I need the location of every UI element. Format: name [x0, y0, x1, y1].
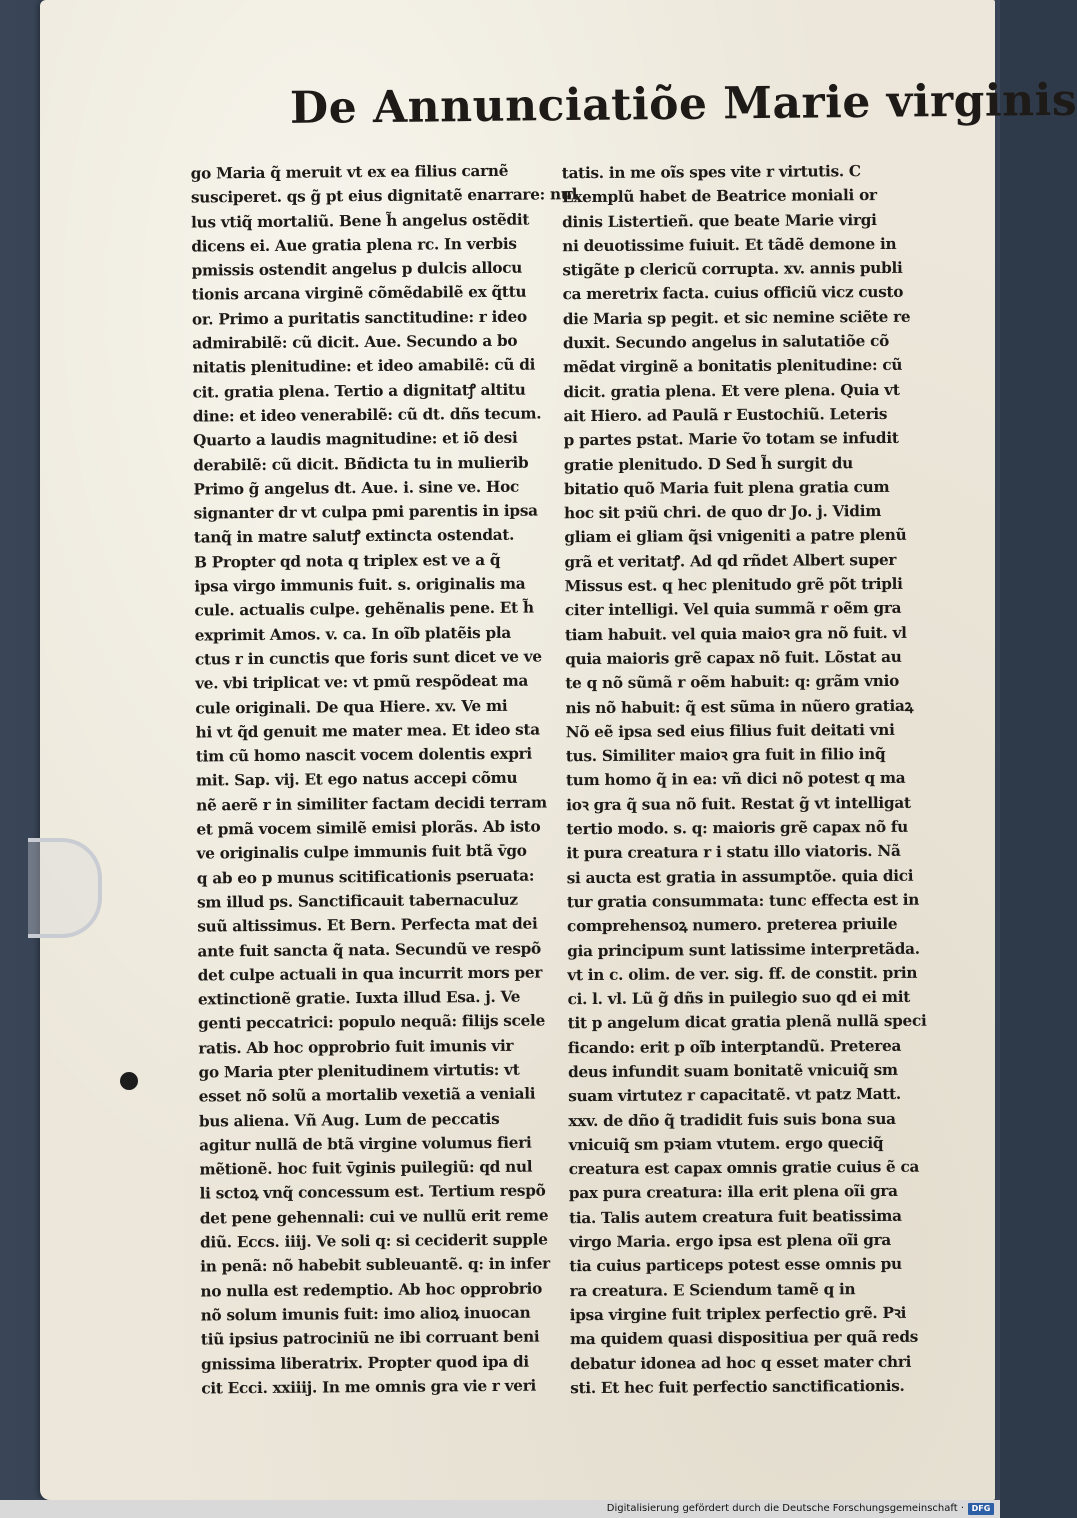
text-line: Primo g̃ angelus dt. Aue. i. sine ve. Hoc: [193, 477, 520, 499]
text-line: it pura creatura r i statu illo viatoris. Nã: [566, 842, 901, 863]
text-line: lus vtiq̃ mortaliũ. Bene h̃ angelus ostẽdit: [191, 210, 530, 232]
text-line: gliam ei gliam q̃si vnigeniti a patre plenũ: [564, 526, 907, 547]
text-line: admirabilẽ: cũ dicit. Aue. Secundo a bo: [192, 331, 518, 353]
text-line: pax pura creatura: illa erit plena oĩi gra: [568, 1182, 898, 1203]
text-line: cit Ecci. xxiiij. In me omnis gra vie r veri: [201, 1376, 537, 1398]
text-line: tatis. in me oĩs spes vite r virtutis. C: [561, 162, 861, 183]
text-line: ait Hiero. ad Paulã r Eustochiũ. Leteris: [563, 404, 888, 426]
text-line: vnicuiq̃ sm pꝛiam vtutem. ergo queciq̃: [568, 1133, 884, 1155]
text-line: ci. l. vl. Lũ g̃ dñs in puilegio suo qd ei mit: [567, 987, 911, 1009]
text-line: ve. vbi triplicat ve: vt pmũ respõdeat ma: [195, 671, 529, 693]
text-line: extinctionẽ gratie. Iuxta illud Esa. j. Ve: [197, 987, 521, 1009]
text-line: sm illud ps. Sanctificauit tabernaculuz: [196, 890, 518, 912]
text-line: nõ solum imunis fuit: imo alioꝝ inuocan: [200, 1303, 531, 1325]
text-line: tim cũ homo nascit vocem dolentis expri: [195, 744, 532, 766]
text-line: hoc sit pꝛiũ chri. de quo dr Jo. j. Vidim: [564, 502, 882, 523]
text-line: grã et veritatꝭ. Ad qd rñdet Albert super: [564, 550, 897, 571]
text-line: dicens ei. Aue gratia plena rc. In verbis: [191, 234, 517, 256]
text-line: creatura est capax omnis gratie cuius ẽ ca: [568, 1157, 920, 1179]
text-line: tanq̃ in matre salutꝭ extincta ostendat.: [193, 526, 515, 547]
text-line: mẽtionẽ. hoc fuit v̄ginis puilegiũ: qd nul: [199, 1157, 533, 1179]
text-line: ni deuotissime fuiuit. Et tãdẽ demone in: [562, 234, 897, 256]
text-line: Nõ eẽ ipsa sed eius filius fuit deitati vni: [565, 720, 895, 742]
footer-bar: [0, 1500, 1000, 1518]
text-line: tiũ ipsius patrociniũ ne ibi corruant beni: [200, 1327, 540, 1349]
text-line: bitatio quõ Maria fuit plena gratia cum: [563, 477, 890, 499]
text-line: comprehensoꝝ numero. preterea priuile: [566, 915, 898, 936]
text-line: exprimit Amos. v. ca. In oĩb platẽis pla: [194, 623, 512, 645]
text-line: tiam habuit. vel quia maioꝛ gra nõ fuit. vl: [564, 623, 907, 644]
text-line: tionis arcana virginẽ cõmẽdabilẽ ex q̃ttu: [191, 283, 527, 305]
text-line: tertio modo. s. q: maioris grẽ capax nõ fu: [566, 817, 909, 839]
text-line: die Maria sp pegit. et sic nemine sciẽte re: [562, 307, 911, 328]
text-line: cule originali. De qua Hiere. xv. Ve mi: [195, 696, 508, 718]
footer-credit: Digitalisierung gefördert durch die Deutsche Forschungsgemeinschaft ·: [606, 1503, 964, 1514]
text-line: tia cuius particeps potest esse omnis pu: [569, 1255, 902, 1276]
text-line: sti. Et hec fuit perfectio sanctificationis.: [570, 1376, 905, 1398]
text-line: stigãte p clericũ corrupta. xv. annis publi: [562, 259, 903, 280]
dfg-logo: DFG: [968, 1503, 994, 1515]
text-line: cule. actualis culpe. gehẽnalis pene. Et h̃: [194, 598, 534, 620]
text-line: det culpe actuali in qua incurrit mors per: [197, 963, 543, 985]
text-line: no nulla est redemptio. Ab hoc opprobrio: [200, 1279, 543, 1301]
text-line: B Propter qd nota q triplex est ve a q̃: [194, 550, 501, 572]
text-line: dine: et ideo venerabilẽ: cũ dt. dñs tecum.: [192, 404, 542, 426]
text-line: suam virtutez r capacitatẽ. vt patz Matt.: [568, 1085, 901, 1106]
text-line: ficando: erit p oĩb interptandũ. Preterea: [567, 1036, 902, 1057]
text-line: suũ altissimus. Et Bern. Perfecta mat dei: [197, 914, 538, 936]
text-line: susciperet. qs g̃ pt eius dignitatẽ enarrare: nul: [190, 185, 578, 207]
text-line: agitur nullã de btã virgine volumus fieri: [199, 1133, 532, 1155]
text-line: ctus r in cunctis que foris sunt dicet ve ve: [194, 647, 542, 669]
text-line: duxit. Secundo angelus in salutatiõe cõ: [562, 332, 890, 353]
text-line: gratie plenitudo. D Sed h̃ surgit du: [563, 453, 853, 474]
text-line: or. Primo a puritatis sanctitudine: r ideo: [191, 307, 527, 329]
binding-hole: [120, 1072, 138, 1090]
text-line: et pmã vocem similẽ emisi plorãs. Ab isto: [196, 817, 541, 839]
text-line: Missus est. q hec plenitudo grẽ põt tripli: [564, 574, 903, 596]
text-line: go Maria pter plenitudinem virtutis: vt: [198, 1060, 520, 1082]
text-line: quia maioris grẽ capax nõ fuit. Lõstat au: [565, 647, 902, 669]
text-line: ca meretrix facta. cuius officiũ vicz custo: [562, 283, 904, 304]
text-line: signanter dr vt culpa pmi parentis in ipsa: [193, 501, 538, 523]
text-line: bus aliena. Vñ Aug. Lum de peccatis: [198, 1109, 500, 1131]
text-line: citer intelligi. Vel quia summã r oẽm gra: [564, 599, 902, 620]
text-line: esset nõ solũ a mortalib vexetiã a veniali: [198, 1084, 536, 1106]
text-line: xxv. de dño q̃ tradidit fuis suis bona sua: [568, 1109, 896, 1130]
text-line: ratis. Ab hoc opprobrio fuit imunis vir: [198, 1036, 514, 1058]
text-line: li sctoꝝ vnq̃ concessum est. Tertium respõ: [199, 1181, 546, 1203]
text-line: nis nõ habuit: q̃ est sũma in nũero gratiaꝝ: [565, 696, 914, 717]
text-line: Quarto a laudis magnitudine: et iõ desi: [192, 428, 518, 450]
page-clip: [28, 838, 102, 938]
text-line: tur gratia consummata: tunc effecta est in: [566, 890, 920, 912]
text-line: cit. gratia plena. Tertio a dignitatꝭ altitu: [192, 380, 526, 402]
text-line: gnissima liberatrix. Propter quod ipa di: [201, 1352, 529, 1374]
text-line: ante fuit sancta q̃ nata. Secundũ ve respõ: [197, 939, 541, 961]
text-column-right: [561, 159, 927, 1400]
text-line: Exemplũ habet de Beatrice moniali or: [561, 186, 877, 207]
text-line: tia. Talis autem creatura fuit beatissima: [568, 1206, 902, 1227]
text-line: diũ. Eccs. iiij. Ve soli q: si ceciderit supple: [199, 1230, 548, 1252]
text-line: ma quidem quasi dispositiua per quã reds: [569, 1328, 919, 1349]
text-line: si aucta est gratia in assumptõe. quia dici: [566, 866, 914, 887]
text-line: dinis Listertieñ. que beate Marie virgi: [562, 210, 877, 231]
text-line: ra creatura. E Sciendum tamẽ q in: [569, 1279, 856, 1300]
text-line: genti peccatrici: populo nequã: filijs scele: [198, 1011, 546, 1033]
text-line: derabilẽ: cũ dicit. Bñdicta tu in mulierib: [193, 453, 529, 475]
text-line: deus infundit suam bonitatẽ vnicuiq̃ sm: [567, 1060, 898, 1082]
running-header: De Annunciatiõe Marie virginis: [289, 74, 1077, 134]
text-line: ipsa virgine fuit triplex perfectio grẽ. Pꝛi: [569, 1303, 907, 1325]
text-line: dicit. gratia plena. Et vere plena. Quia vt: [563, 380, 900, 401]
text-line: nitatis plenitudine: et ideo amabilẽ: cũ di: [192, 355, 536, 377]
text-line: gia principum sunt latissime interpretãda.: [567, 939, 920, 960]
text-line: ioꝛ gra q̃ sua nõ fuit. Restat g̃ vt intelligat: [566, 793, 911, 814]
text-line: hi vt q̃d genuit me mater mea. Et ideo sta: [195, 720, 540, 742]
text-column-left: [190, 158, 578, 1400]
text-line: ve originalis culpe immunis fuit btã v̄go: [196, 841, 527, 863]
text-line: tit p angelum dicat gratia plenã nullã speci: [567, 1012, 927, 1033]
text-line: nẽ aerẽ r in similiter factam decidi terram: [196, 793, 547, 815]
text-line: debatur idonea ad hoc q esset mater chri: [570, 1352, 912, 1373]
text-line: go Maria q̃ meruit vt ex ea filius carnẽ: [190, 161, 509, 183]
text-line: te q nõ sũmã r oẽm habuit: q: grãm vnio: [565, 672, 900, 693]
text-line: pmissis ostendit angelus p dulcis allocu: [191, 258, 523, 280]
text-line: mit. Sap. vij. Et ego natus accepi cõmu: [195, 769, 518, 790]
text-line: p partes pstat. Marie ṽo totam se infudit: [563, 429, 899, 450]
text-line: tus. Similiter maioꝛ gra fuit in filio inq̃: [565, 745, 886, 766]
text-line: mẽdat virginẽ a bonitatis plenitudine: cũ: [563, 356, 903, 377]
text-line: virgo Maria. ergo ipsa est plena oĩi gra: [569, 1230, 892, 1252]
text-line: q ab eo p munus scitificationis pseruata:: [196, 866, 535, 888]
text-line: det pene gehennali: cui ve nullũ erit reme: [199, 1206, 549, 1228]
text-line: tum homo q̃ in ea: vñ dici nõ potest q ma: [565, 769, 906, 790]
text-line: ipsa virgo immunis fuit. s. originalis ma: [194, 574, 526, 596]
text-line: in penã: nõ habebit subleuantẽ. q: in infer: [200, 1254, 550, 1276]
text-line: vt in c. olim. de ver. sig. ff. de constit. prin: [567, 963, 918, 984]
